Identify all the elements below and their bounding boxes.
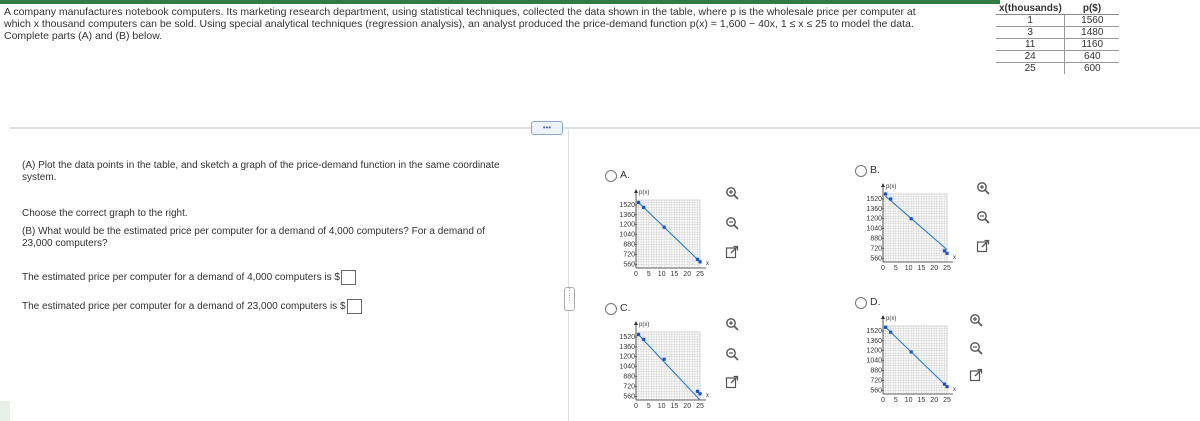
graph-option-d xyxy=(845,312,965,412)
x-tick-label: 10 xyxy=(657,403,666,410)
data-point xyxy=(642,338,645,341)
x-tick-label: 0 xyxy=(881,397,885,404)
y-tick-label: 880 xyxy=(870,235,882,243)
data-point xyxy=(910,217,913,220)
external-link-icon[interactable] xyxy=(969,368,983,382)
y-axis-label: p(x) xyxy=(639,190,650,196)
y-tick-label: 720 xyxy=(623,383,635,391)
part-b-line-2: 23,000 computers? xyxy=(22,238,108,249)
y-tick-label: 880 xyxy=(870,367,882,375)
y-tick-label: 1200 xyxy=(866,215,882,223)
y-tick-label: 1200 xyxy=(866,347,882,355)
y-axis-label: p(x) xyxy=(886,184,897,190)
data-point xyxy=(663,226,666,229)
x-tick-label: 5 xyxy=(893,265,898,272)
section-divider xyxy=(10,127,1200,129)
y-axis-arrow xyxy=(881,183,885,187)
y-axis-label: p(x) xyxy=(639,322,650,328)
plot-area xyxy=(883,326,947,394)
answer-1-row xyxy=(22,270,356,285)
x-tick-label: 10 xyxy=(657,271,666,278)
x-axis-label: x xyxy=(953,387,956,393)
table-cell-x: 3 xyxy=(996,27,1065,39)
table-cell-p: 640 xyxy=(1065,51,1120,63)
graph-option-a xyxy=(598,186,718,286)
x-tick-label: 0 xyxy=(634,403,638,410)
option-b-label: B. xyxy=(870,164,880,176)
table-cell-p: 1480 xyxy=(1065,27,1120,39)
plot-area xyxy=(636,200,700,268)
y-axis-arrow xyxy=(634,189,638,193)
y-tick-label: 1360 xyxy=(619,343,635,351)
plot-area xyxy=(883,194,947,262)
splitter-handle[interactable]: ⋮ ⋮ xyxy=(564,287,575,311)
y-tick-label: 1520 xyxy=(866,327,882,335)
choose-instruction: Choose the correct graph to the right. xyxy=(22,208,188,219)
option-a-radio[interactable] xyxy=(605,170,617,182)
problem-line-2: which x thousand computers can be sold. Using special analytical techniques (regression analysis), an analyst produced the price-demand function p(x) = 1,600 − 40x, 1 ≤ x ≤ 25 to model the data. xyxy=(4,18,914,30)
x-tick-label: 25 xyxy=(943,397,951,404)
x-tick-label: 25 xyxy=(943,265,951,272)
y-tick-label: 1200 xyxy=(619,353,635,361)
data-table xyxy=(996,3,1119,74)
top-accent-bar xyxy=(0,0,1000,4)
part-a-line-1: (A) Plot the data points in the table, and sketch a graph of the price-demand function in the same coordinate xyxy=(22,160,500,171)
y-tick-label: 720 xyxy=(870,245,882,253)
data-point xyxy=(698,392,701,395)
x-tick-label: 0 xyxy=(881,265,885,272)
data-point xyxy=(884,192,887,195)
external-link-icon[interactable] xyxy=(725,245,739,259)
zoom-out-icon[interactable] xyxy=(725,347,739,361)
y-tick-label: 1520 xyxy=(866,195,882,203)
part-a-line-2: system. xyxy=(22,172,57,183)
x-tick-label: 20 xyxy=(930,397,939,404)
option-c-label: C. xyxy=(620,302,631,314)
table-header-x: x(thousands) xyxy=(996,3,1065,15)
zoom-in-icon[interactable] xyxy=(725,186,739,200)
x-axis-label: x xyxy=(706,261,709,267)
table-row xyxy=(996,27,1119,39)
data-point xyxy=(637,201,640,204)
y-tick-label: 1360 xyxy=(866,337,882,345)
answer-2-input[interactable] xyxy=(347,299,362,314)
data-point xyxy=(889,331,892,334)
x-tick-label: 20 xyxy=(683,271,692,278)
zoom-in-icon[interactable] xyxy=(725,317,739,331)
y-tick-label: 720 xyxy=(870,377,882,385)
table-cell-x: 1 xyxy=(996,15,1065,27)
table-cell-p: 1560 xyxy=(1065,15,1120,27)
expand-more-button[interactable]: ••• xyxy=(531,121,563,135)
x-tick-label: 25 xyxy=(696,271,704,278)
y-axis-arrow xyxy=(881,315,885,319)
data-point xyxy=(945,385,948,388)
zoom-in-icon[interactable] xyxy=(976,181,990,195)
x-tick-label: 5 xyxy=(646,271,651,278)
y-tick-label: 560 xyxy=(623,393,635,401)
option-a-label: A. xyxy=(620,169,630,181)
answer-1-input[interactable] xyxy=(341,270,356,285)
x-axis-label: x xyxy=(953,255,956,261)
panel-splitter xyxy=(568,130,569,421)
option-c-radio[interactable] xyxy=(605,303,617,315)
option-b-radio[interactable] xyxy=(855,165,867,177)
zoom-out-icon[interactable] xyxy=(969,341,983,355)
y-tick-label: 560 xyxy=(870,255,882,263)
table-row xyxy=(996,15,1119,27)
x-tick-label: 5 xyxy=(893,397,898,404)
table-cell-x: 24 xyxy=(996,51,1065,63)
data-point xyxy=(884,326,887,329)
y-tick-label: 1360 xyxy=(619,211,635,219)
x-tick-label: 20 xyxy=(683,403,692,410)
answer-2-label: The estimated price per computer for a demand of 23,000 computers is $ xyxy=(22,301,346,313)
external-link-icon[interactable] xyxy=(976,239,990,253)
y-tick-label: 1520 xyxy=(619,201,635,209)
table-row xyxy=(996,39,1119,51)
option-d-radio[interactable] xyxy=(855,297,867,309)
data-point xyxy=(910,350,913,353)
y-tick-label: 560 xyxy=(623,261,635,269)
x-tick-label: 15 xyxy=(670,271,679,278)
x-tick-label: 10 xyxy=(904,265,913,272)
data-point xyxy=(889,197,892,200)
data-point xyxy=(637,333,640,336)
answer-1-label: The estimated price per computer for a demand of 4,000 computers is $ xyxy=(22,272,340,284)
zoom-in-icon[interactable] xyxy=(969,313,983,327)
table-cell-x: 11 xyxy=(996,39,1065,51)
problem-line-3: Complete parts (A) and (B) below. xyxy=(4,30,163,42)
scroll-indicator xyxy=(0,401,10,421)
answer-2-row xyxy=(22,299,362,314)
y-tick-label: 720 xyxy=(623,251,635,259)
table-header-p: p($) xyxy=(1065,3,1120,15)
x-tick-label: 10 xyxy=(904,397,913,404)
table-row xyxy=(996,51,1119,63)
zoom-out-icon[interactable] xyxy=(976,210,990,224)
data-point xyxy=(945,252,948,255)
y-tick-label: 560 xyxy=(870,387,882,395)
graph-option-b xyxy=(845,180,965,280)
y-tick-label: 1360 xyxy=(866,205,882,213)
y-tick-label: 880 xyxy=(623,373,635,381)
x-tick-label: 5 xyxy=(646,403,651,410)
data-point xyxy=(663,358,666,361)
table-cell-p: 1160 xyxy=(1065,39,1120,51)
y-tick-label: 880 xyxy=(623,241,635,249)
data-point xyxy=(698,260,701,263)
x-tick-label: 15 xyxy=(670,403,679,410)
y-tick-label: 1040 xyxy=(619,363,635,371)
graph-option-c xyxy=(598,318,718,418)
problem-line-1: A company manufactures notebook computers. Its marketing research department, using statistical techniques, collected the data shown in the table, where p is the wholesale price per computer at xyxy=(4,6,916,18)
x-axis-label: x xyxy=(706,393,709,399)
x-tick-label: 25 xyxy=(696,403,704,410)
y-tick-label: 1040 xyxy=(619,231,635,239)
y-axis-label: p(x) xyxy=(886,316,897,322)
data-point xyxy=(642,206,645,209)
table-cell-x: 25 xyxy=(996,63,1065,75)
table-cell-p: 600 xyxy=(1065,63,1120,75)
y-tick-label: 1040 xyxy=(866,225,882,233)
x-tick-label: 20 xyxy=(930,265,939,272)
x-tick-label: 15 xyxy=(917,265,926,272)
y-tick-label: 1520 xyxy=(619,333,635,341)
table-row xyxy=(996,63,1119,75)
zoom-out-icon[interactable] xyxy=(725,216,739,230)
y-axis-arrow xyxy=(634,321,638,325)
y-tick-label: 1200 xyxy=(619,221,635,229)
x-tick-label: 15 xyxy=(917,397,926,404)
option-d-label: D. xyxy=(870,296,881,308)
y-tick-label: 1040 xyxy=(866,357,882,365)
part-b-line-1: (B) What would be the estimated price per computer for a demand of 4,000 computers? For a demand of xyxy=(22,226,486,237)
external-link-icon[interactable] xyxy=(725,375,739,389)
x-tick-label: 0 xyxy=(634,271,638,278)
problem-statement xyxy=(4,6,994,42)
